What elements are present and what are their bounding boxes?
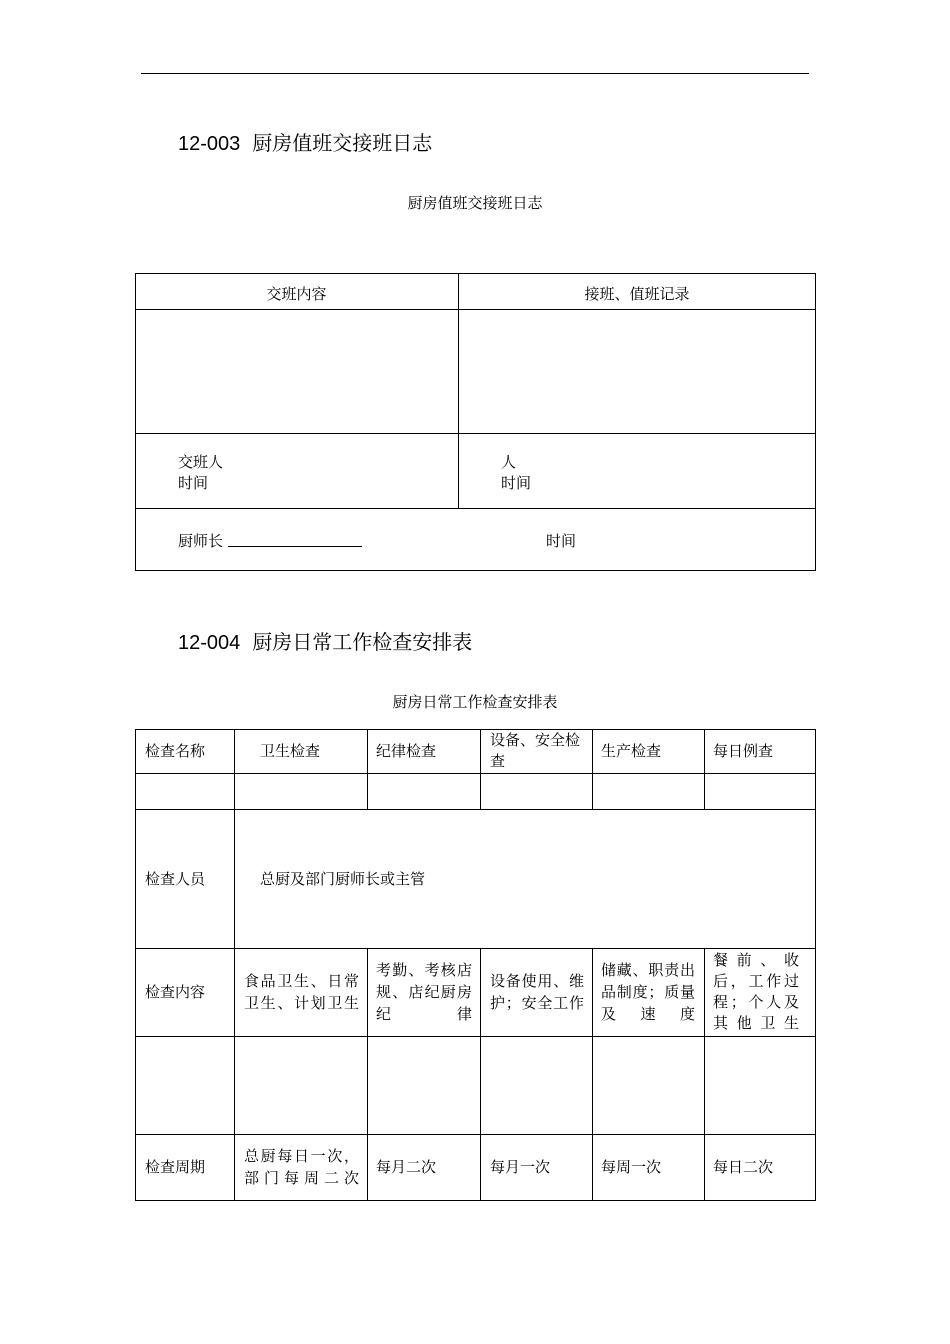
period-hygiene: 总厨每日一次，部门每周二次 (244, 1147, 359, 1187)
head-chef-time-label: 时间 (546, 532, 577, 550)
top-rule (141, 73, 809, 74)
col-divider (592, 948, 593, 1201)
col-divider (367, 948, 368, 1201)
handover-log-caption: 厨房值班交接班日志 (407, 194, 543, 212)
row-divider (135, 309, 816, 310)
takeover-person-label: 人 (501, 453, 517, 471)
col-divider (592, 729, 593, 809)
personnel-label: 检查人员 (145, 869, 206, 888)
content-label: 检查内容 (145, 983, 206, 1001)
section-heading-12-004 (178, 626, 472, 655)
col-divider (367, 729, 368, 809)
handover-time-label: 时间 (178, 474, 209, 492)
header-production-check: 生产检查 (601, 742, 662, 760)
handover-person-label: 交班人 (178, 453, 224, 471)
row-divider (135, 773, 816, 774)
row-divider (135, 1036, 816, 1037)
period-equipment-safety: 每月一次 (490, 1158, 551, 1176)
heading-code: 12-004 (178, 632, 241, 654)
takeover-time-label: 时间 (501, 474, 532, 492)
heading-code: 12-003 (178, 133, 241, 155)
header-inspection-name: 检查名称 (145, 742, 206, 760)
heading-title: 厨房值班交接班日志 (252, 131, 433, 155)
col-divider (704, 948, 705, 1201)
period-discipline: 每月二次 (376, 1158, 437, 1176)
table-frame (135, 273, 816, 571)
col-divider (480, 948, 481, 1201)
header-equipment-safety-check: 设备、安全检查 (490, 731, 581, 770)
row-divider (135, 809, 816, 810)
section-heading-12-003 (178, 127, 432, 156)
col-divider (704, 729, 705, 809)
head-chef-signature-line[interactable] (228, 546, 362, 547)
header-discipline-check: 纪律检查 (376, 742, 437, 760)
period-production: 每周一次 (601, 1158, 662, 1176)
period-label: 检查周期 (145, 1158, 206, 1176)
col-header-handover-content: 交班内容 (266, 285, 327, 303)
header-hygiene-check: 卫生检查 (260, 742, 321, 760)
row-divider (135, 508, 816, 509)
personnel-value: 总厨及部门厨师长或主管 (260, 869, 426, 888)
inspection-schedule-caption: 厨房日常工作检查安排表 (392, 693, 558, 711)
header-daily-routine-check: 每日例查 (713, 742, 774, 760)
col-divider (458, 273, 459, 508)
content-discipline: 考勤、考核店规、店纪厨房纪律 (376, 961, 472, 1023)
period-daily-routine: 每日二次 (713, 1158, 774, 1176)
content-equipment-safety: 设备使用、维护；安全工作 (490, 972, 584, 1012)
col-divider (480, 729, 481, 809)
heading-title: 厨房日常工作检查安排表 (252, 630, 473, 654)
col-header-takeover-record: 接班、值班记录 (584, 285, 690, 303)
col-divider (234, 729, 235, 1201)
row-divider (135, 433, 816, 434)
content-production: 储藏、职责出品制度；质量及速度 (601, 961, 695, 1023)
content-hygiene: 食品卫生、日常卫生、计划卫生 (244, 972, 359, 1012)
content-daily-routine: 餐前、收后，工作过程；个人及其他卫生 (713, 951, 799, 1032)
head-chef-label: 厨师长 (178, 532, 224, 550)
